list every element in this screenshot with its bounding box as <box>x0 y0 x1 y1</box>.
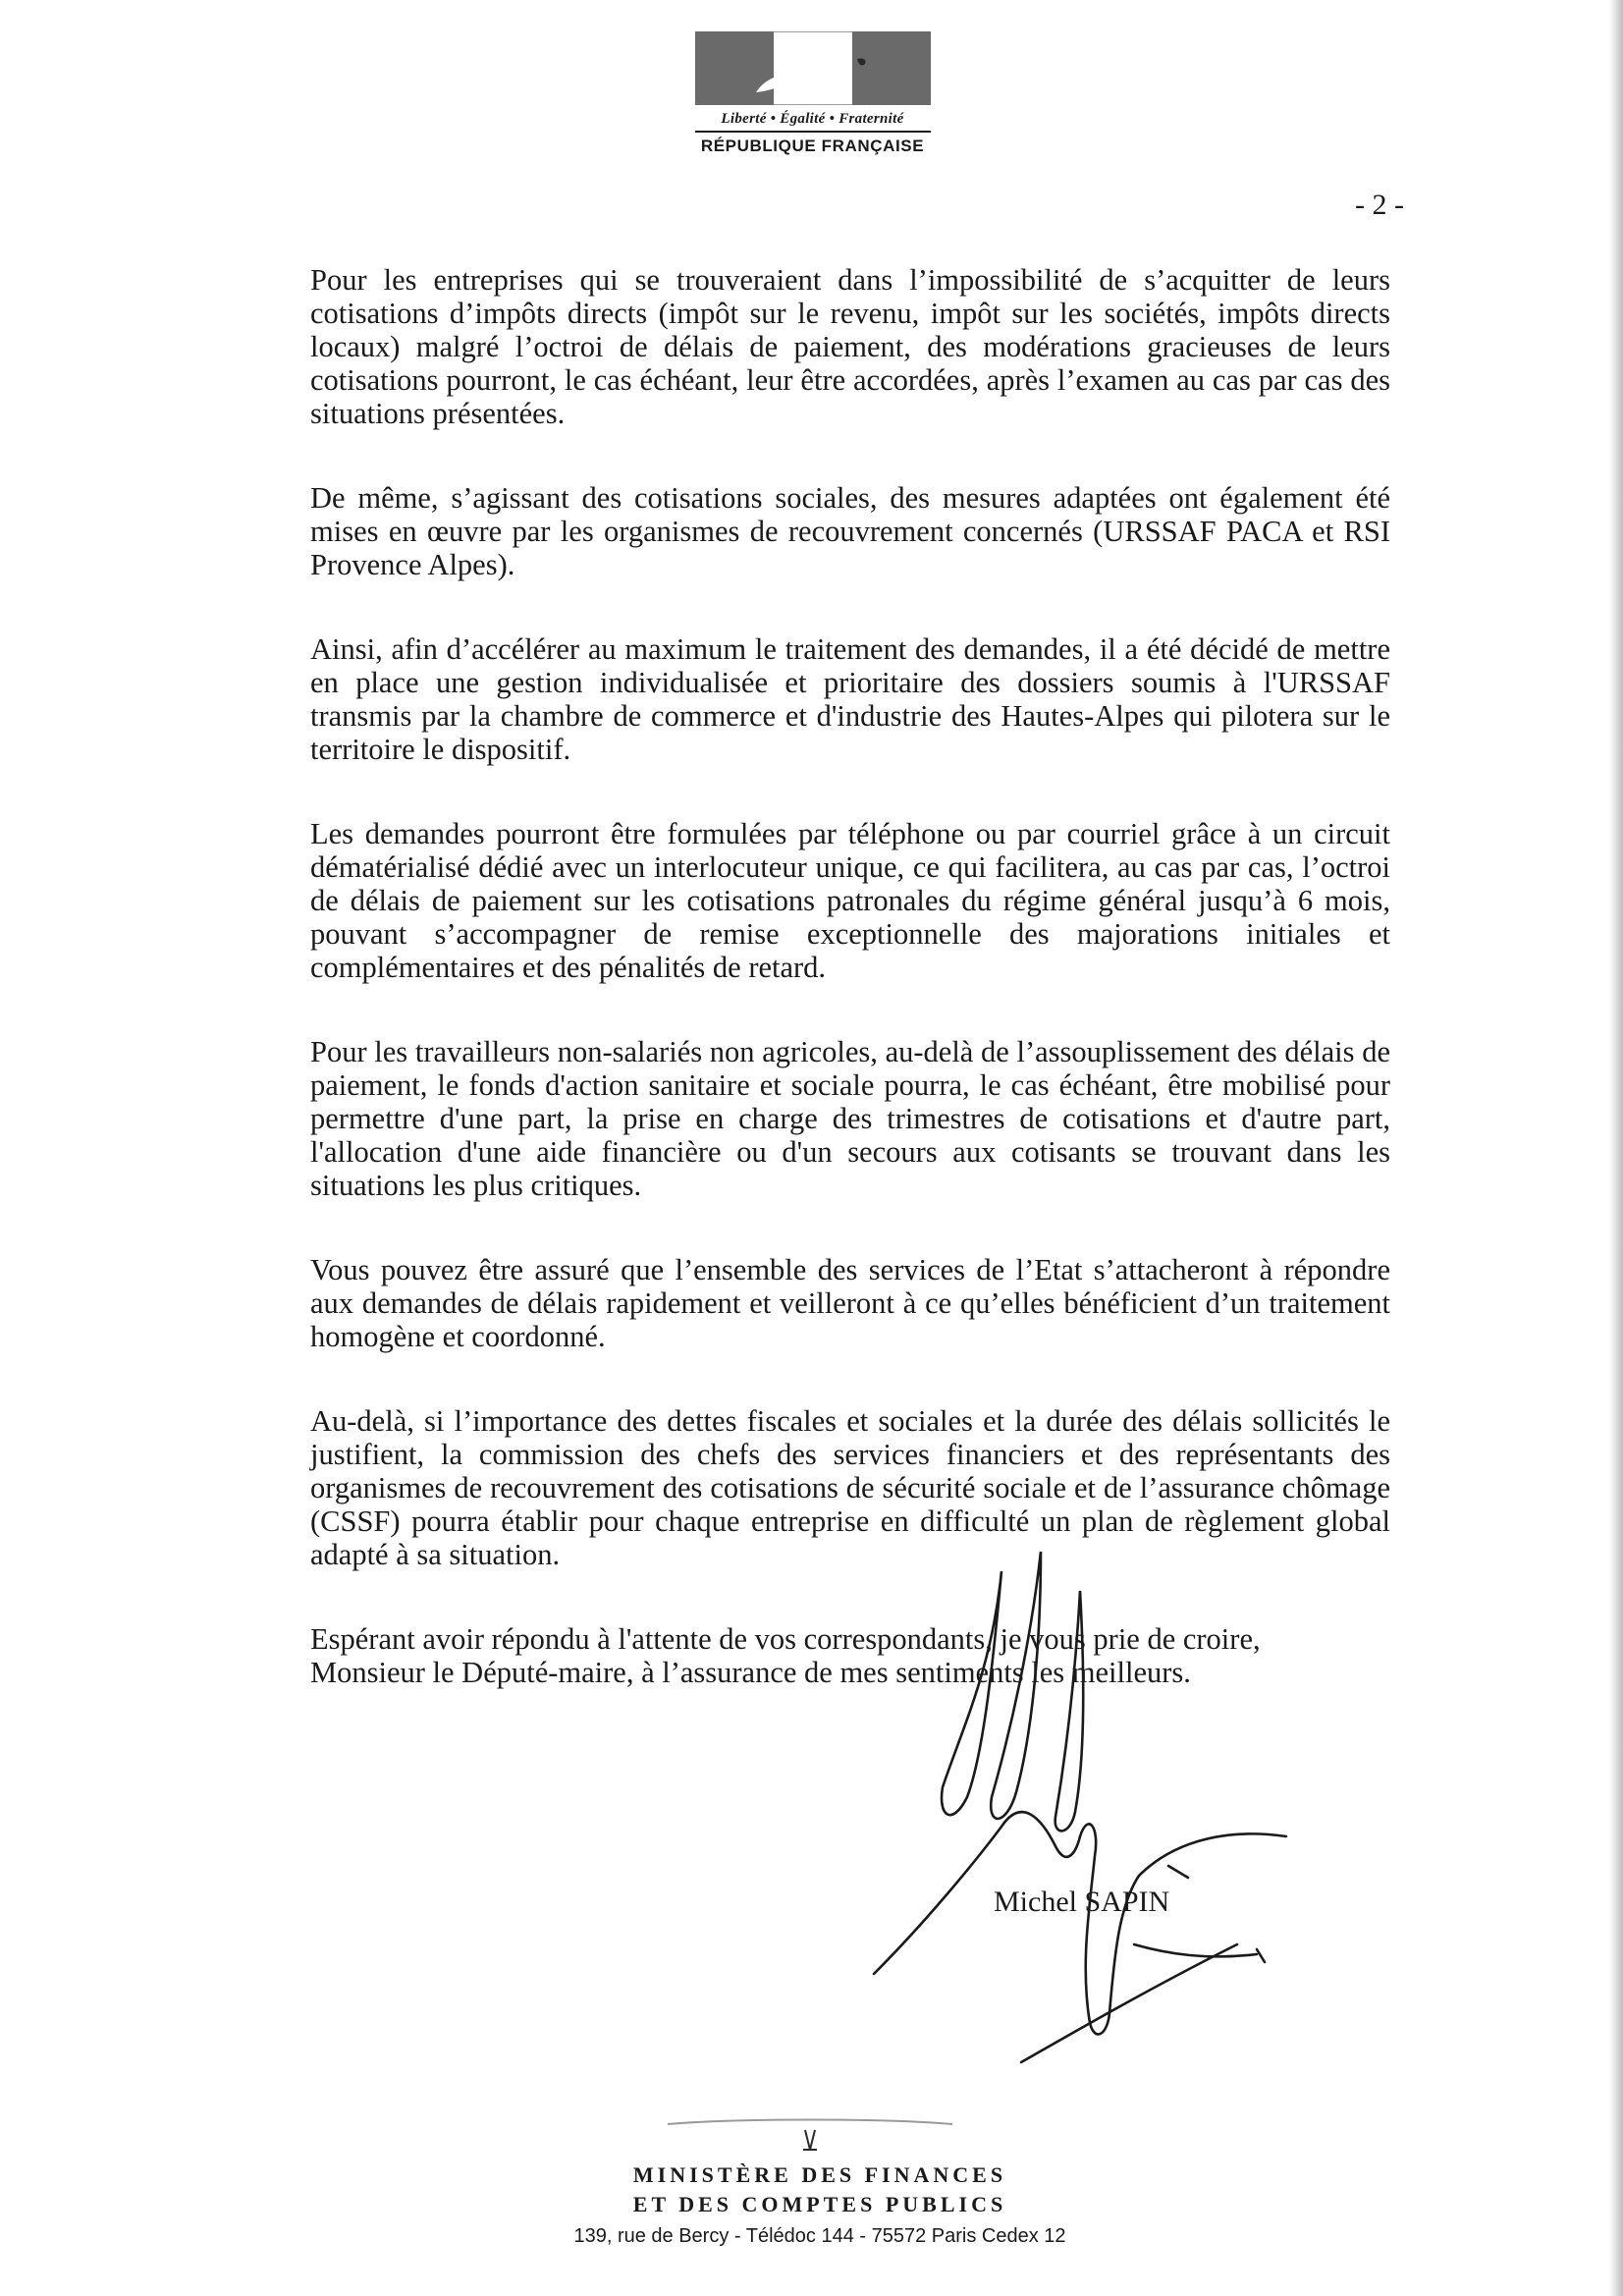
ministry-name-line-1: MINISTÈRE DES FINANCES <box>632 2162 1007 2187</box>
ministry-name-line-2: ET DES COMPTES PUBLICS <box>632 2192 1007 2216</box>
ministry-footer <box>422 2160 1217 2251</box>
paragraph-cssf-commission: Au-delà, si l’importance des dettes fiscales et sociales et la durée des délais sollicités le justifient, la commission des chefs des services financiers et des représentants des organismes de recouvrement des cotisations de sécurité sociale et de l’assurance chômage (CSSF) pourra établir pour chaque entreprise en difficulté un plan de règlement global adapté à sa situation. <box>310 1404 1390 1571</box>
motto-divider <box>695 131 931 133</box>
paragraph-social-contributions: De même, s’agissant des cotisations sociales, des mesures adaptées ont également été mises en œuvre par les organismes de recouvrement concernés (URSSAF PACA et RSI Provence Alpes). <box>310 481 1390 581</box>
handwritten-signature-icon <box>844 1532 1306 2082</box>
closing-line-2: Monsieur le Député-maire, à l’assurance de mes sentiments les meilleurs. <box>310 1656 1191 1689</box>
republic-motto: Liberté • Égalité • Fraternité <box>721 111 904 127</box>
paragraph-urssaf-management: Ainsi, afin d’accélérer au maximum le traitement des demandes, il a été décidé de mettre en place une gestion individualisée et prioritaire des dossiers soumis à l'URSSAF transmis par la chambre de commerce et d'industrie des Hautes-Alpes qui pilotera sur le territoire le dispositif. <box>310 632 1390 766</box>
signatory-name: Michel SAPIN <box>994 1886 1170 1918</box>
paragraph-self-employed: Pour les travailleurs non-salariés non agricoles, au-delà de l’assouplissement des délais de paiement, le fonds d'action sanitaire et sociale pourra, le cas échéant, être mobilisé pour permettre d'une part, la prise en charge des trimestres de cotisations et d'autre part, l'allocation d'une aide financière ou d'un secours aux cotisants se trouvant dans les situations les plus critiques. <box>310 1035 1390 1202</box>
paragraph-state-services: Vous pouvez être assuré que l’ensemble des services de l’Etat s’attacheront à répondre aux demandes de délais rapidement et veilleront à ce qu’elles bénéficient d’un traitement homogène et coordonné. <box>310 1253 1390 1353</box>
scan-page-edge <box>1609 0 1623 2296</box>
closing-line-1: Espérant avoir répondu à l'attente de vos correspondants, je vous prie de croire, <box>310 1622 1261 1656</box>
paragraph-request-process: Les demandes pourront être formulées par téléphone ou par courriel grâce à un circuit dématérialisé dédié avec un interlocuteur unique, ce qui facilitera, au cas par cas, l’octroi de délais de paiement sur les cotisations patronales du régime général jusqu’à 6 mois, pouvant s’accompagner de remise exceptionnelle des majorations initiales et complémentaires et des pénalités de retard. <box>310 817 1390 984</box>
letter-body <box>310 263 1390 1740</box>
marianne-emblem-icon <box>695 31 931 105</box>
paragraph-tax-relief: Pour les entreprises qui se trouveraient dans l’impossibilité de s’acquitter de leurs cotisations d’impôts directs (impôt sur le revenu, impôt sur les sociétés, impôts directs locaux) malgré l’octroi de délais de paiement, des modérations gracieuses de leurs cotisations pourront, le cas échéant, leur être accordées, après l’examen au cas par cas des situations présentées. <box>310 263 1390 430</box>
page-number: - 2 - <box>1355 189 1404 221</box>
republique-francaise-label: RÉPUBLIQUE FRANÇAISE <box>700 137 925 155</box>
republique-francaise-logo <box>677 31 947 156</box>
ministry-address: 139, rue de Bercy - Télédoc 144 - 75572 Paris Cedex 12 <box>573 2225 1066 2247</box>
footer-ornament-icon <box>658 2116 962 2156</box>
